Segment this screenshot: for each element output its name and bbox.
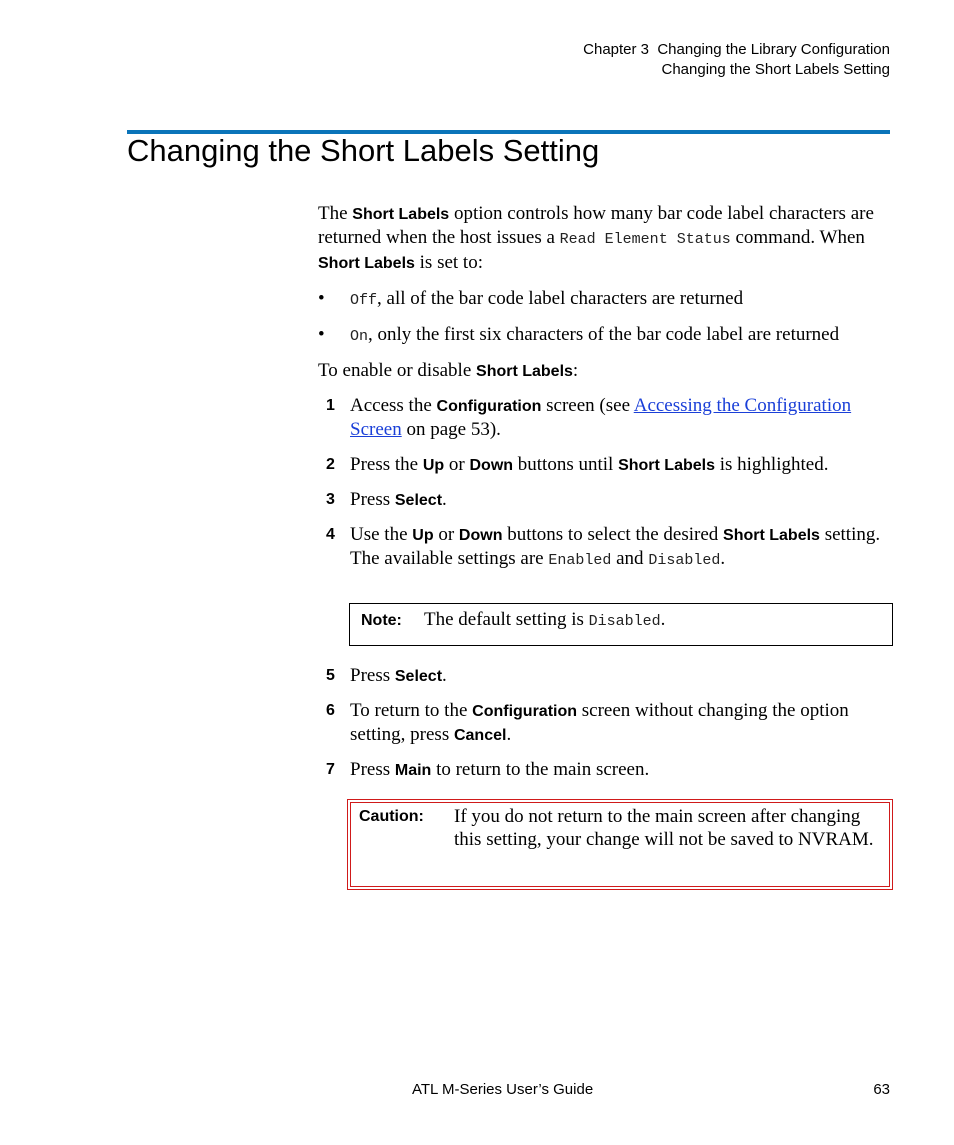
- step-text: buttons until: [513, 454, 619, 475]
- step-text: Access the: [350, 395, 437, 416]
- step-text: Press: [350, 489, 395, 510]
- intro-text-1: The: [318, 203, 353, 224]
- note-label: Note:: [361, 612, 402, 629]
- step-bold: Select: [394, 492, 443, 509]
- bullet-code: On: [350, 328, 369, 345]
- step-bold: Short Labels: [618, 457, 715, 474]
- step-bold: Main: [394, 762, 432, 779]
- bullet-glyph: •: [318, 288, 325, 309]
- body-content-continued: [318, 664, 893, 782]
- step-text: or: [433, 524, 459, 545]
- step-bold: Down: [458, 527, 503, 544]
- caution-box: [347, 799, 893, 890]
- step-bold: Short Labels: [723, 527, 820, 544]
- step-item: [318, 699, 893, 747]
- step-bold: Up: [422, 457, 445, 474]
- step-text: buttons to select the desired: [502, 524, 724, 545]
- step-text: setting. The available settings are: [350, 524, 881, 569]
- header-section: Changing the Short Labels Setting: [661, 61, 890, 78]
- step-item: [318, 394, 893, 441]
- step-number: 3: [326, 491, 335, 508]
- running-header: [583, 40, 890, 80]
- note-text-2: .: [660, 609, 666, 630]
- step-text: .: [506, 724, 512, 745]
- bullet-item: [318, 323, 893, 348]
- step-text: .: [442, 665, 447, 686]
- accessing-configuration-screen-link[interactable]: Accessing the Configuration Screen: [350, 395, 852, 440]
- step-bold: Up: [412, 527, 434, 544]
- step-number: 1: [326, 397, 335, 414]
- note-text-1: The default setting is: [424, 609, 589, 630]
- intro-bold-short-labels-2: Short Labels: [318, 255, 415, 272]
- step-text: .: [720, 548, 726, 569]
- step-text: to return to the main screen.: [431, 759, 650, 780]
- step-item: [318, 664, 893, 688]
- note-box: [349, 603, 893, 646]
- intro-code-command: Read Element Status: [559, 231, 731, 248]
- step-text: Press: [350, 665, 395, 686]
- step-bold: Select: [394, 668, 443, 685]
- step-number: 5: [326, 667, 335, 684]
- caution-text: If you do not return to the main screen after changing this setting, your change will not be saved to NVRAM.: [454, 806, 874, 850]
- step-text: and: [611, 548, 649, 569]
- bullet-text: , all of the bar code label characters are returned: [377, 288, 744, 309]
- step-bold: Configuration: [472, 703, 578, 720]
- lead-text-2: :: [572, 360, 579, 381]
- step-item: [318, 488, 893, 512]
- step-text: .: [442, 489, 447, 510]
- step-code: Disabled: [648, 552, 721, 569]
- step-bold: Cancel: [453, 727, 507, 744]
- step-bold: Down: [469, 457, 514, 474]
- step-item: [318, 758, 893, 782]
- bullet-glyph: •: [318, 324, 325, 345]
- bullet-text: , only the first six characters of the bar code label are returned: [368, 324, 840, 345]
- intro-text-3: command. When: [730, 227, 865, 248]
- step-code: Enabled: [548, 552, 612, 569]
- bullet-item: [318, 287, 893, 312]
- step-text: Press: [350, 759, 395, 780]
- step-text: or: [444, 454, 470, 475]
- bullet-code: Off: [350, 292, 378, 309]
- note-code: Disabled: [588, 613, 661, 630]
- caution-label: Caution:: [359, 808, 424, 825]
- step-text: is highlighted.: [714, 454, 829, 475]
- step-item: [318, 523, 893, 572]
- intro-bold-short-labels-1: Short Labels: [352, 206, 450, 223]
- step-text: on page 53).: [401, 419, 501, 440]
- note-text: [424, 609, 665, 631]
- lead-text-1: To enable or disable: [318, 360, 477, 381]
- step-text: To return to the: [350, 700, 473, 721]
- step-number: 4: [326, 526, 335, 543]
- body-content: [318, 202, 893, 572]
- step-text: Press the: [350, 454, 423, 475]
- page-title: Changing the Short Labels Setting: [127, 133, 600, 168]
- step-text: screen without changing the option setting, press: [350, 700, 849, 745]
- header-chapter: Chapter 3 Changing the Library Configuration: [583, 41, 890, 58]
- intro-paragraph: [318, 202, 893, 275]
- step-text: screen (see: [541, 395, 634, 416]
- step-number: 7: [326, 761, 335, 778]
- lead-paragraph: [318, 359, 893, 383]
- footer-guide-title: ATL M-Series User’s Guide: [412, 1081, 594, 1098]
- step-number: 6: [326, 702, 335, 719]
- step-text: Use the: [350, 524, 413, 545]
- intro-text-4: is set to:: [414, 252, 483, 273]
- step-bold: Configuration: [436, 398, 542, 415]
- lead-bold: Short Labels: [476, 363, 573, 380]
- step-number: 2: [326, 456, 335, 473]
- footer-page-number: 63: [873, 1081, 890, 1098]
- intro-text-2: option controls how many bar code label characters are returned when the host issues a: [318, 203, 874, 248]
- step-item: [318, 453, 893, 477]
